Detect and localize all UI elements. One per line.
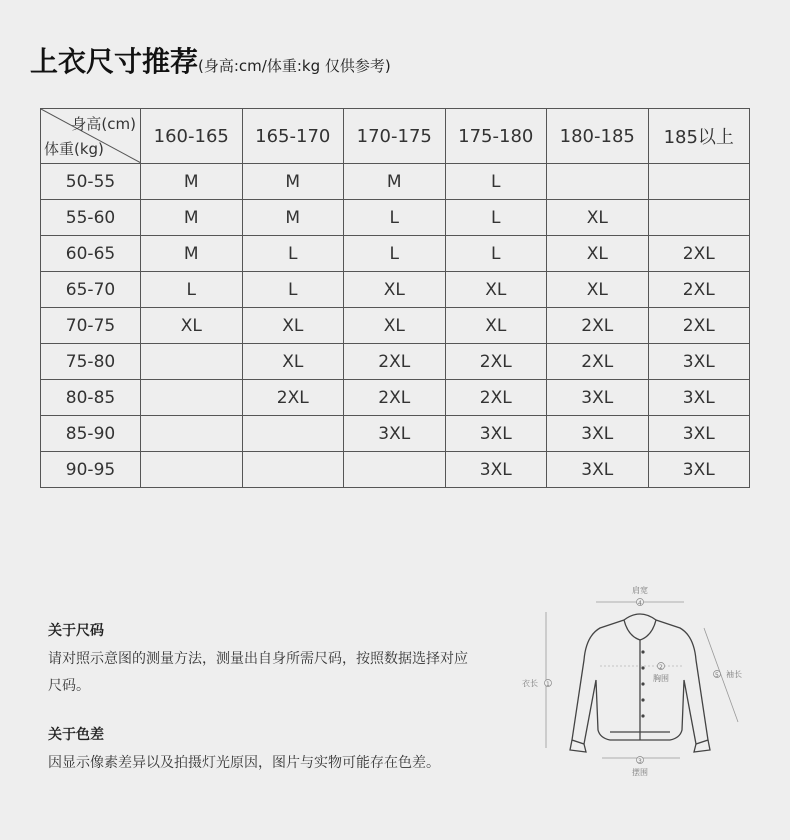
- size-cell: [648, 200, 750, 236]
- size-note: [48, 620, 468, 700]
- size-cell: M: [242, 164, 344, 200]
- size-cell: [547, 164, 649, 200]
- height-header: 185以上: [648, 109, 750, 164]
- table-row: [41, 308, 750, 344]
- size-cell: XL: [547, 200, 649, 236]
- size-cell: XL: [445, 308, 547, 344]
- size-cell: [141, 452, 243, 488]
- size-cell: 3XL: [547, 452, 649, 488]
- size-table: [40, 108, 750, 488]
- table-row: [41, 272, 750, 308]
- size-cell: L: [242, 236, 344, 272]
- jacket-buttons: [641, 650, 644, 717]
- size-cell: XL: [445, 272, 547, 308]
- height-header: 180-185: [547, 109, 649, 164]
- size-cell: 2XL: [648, 272, 750, 308]
- size-cell: 2XL: [445, 344, 547, 380]
- size-cell: 2XL: [547, 308, 649, 344]
- size-cell: M: [141, 236, 243, 272]
- size-cell: XL: [547, 236, 649, 272]
- weight-cell: 70-75: [41, 308, 141, 344]
- size-cell: XL: [344, 272, 446, 308]
- size-note-text: 请对照示意图的测量方法，测量出自身所需尺码，按照数据选择对应尺码。: [48, 651, 468, 694]
- size-note-heading: 关于尺码: [48, 623, 104, 639]
- height-header: 170-175: [344, 109, 446, 164]
- sleeve-num: 5: [715, 672, 719, 679]
- color-note-text: 因显示像素差异以及拍摄灯光原因，图片与实物可能存在色差。: [48, 755, 440, 771]
- size-cell: 3XL: [648, 380, 750, 416]
- weight-cell: 90-95: [41, 452, 141, 488]
- weight-cell: 75-80: [41, 344, 141, 380]
- corner-weight-label: 体重(kg): [44, 140, 104, 158]
- size-cell: 3XL: [445, 452, 547, 488]
- table-row: [41, 380, 750, 416]
- color-note-heading: 关于色差: [48, 727, 104, 743]
- size-cell: L: [445, 164, 547, 200]
- weight-cell: 65-70: [41, 272, 141, 308]
- size-cell: L: [141, 272, 243, 308]
- size-cell: 3XL: [445, 416, 547, 452]
- size-cell: XL: [547, 272, 649, 308]
- page-title: [30, 40, 391, 80]
- size-cell: L: [344, 200, 446, 236]
- title-main: 上衣尺寸推荐: [30, 45, 199, 78]
- size-cell: L: [344, 236, 446, 272]
- size-cell: M: [344, 164, 446, 200]
- table-row: [41, 200, 750, 236]
- size-cell: L: [445, 236, 547, 272]
- table-row: [41, 452, 750, 488]
- height-header: 175-180: [445, 109, 547, 164]
- shoulder-label: 肩宽: [632, 586, 648, 595]
- length-label: 衣长: [522, 679, 538, 688]
- height-header: 160-165: [141, 109, 243, 164]
- weight-cell: 55-60: [41, 200, 141, 236]
- size-cell: XL: [344, 308, 446, 344]
- size-cell: 3XL: [648, 344, 750, 380]
- title-sub: (身高:cm/体重:kg 仅供参考): [198, 57, 391, 75]
- corner-height-label: 身高(cm): [71, 115, 136, 133]
- weight-cell: 50-55: [41, 164, 141, 200]
- chest-num: 2: [659, 664, 663, 671]
- size-cell: M: [141, 200, 243, 236]
- size-cell: 3XL: [547, 416, 649, 452]
- size-cell: 3XL: [648, 416, 750, 452]
- size-cell: [344, 452, 446, 488]
- size-cell: 2XL: [242, 380, 344, 416]
- size-cell: 2XL: [344, 344, 446, 380]
- size-cell: [242, 452, 344, 488]
- sleeve-label: 袖长: [726, 670, 742, 679]
- size-cell: 2XL: [445, 380, 547, 416]
- height-header: 165-170: [242, 109, 344, 164]
- size-cell: M: [242, 200, 344, 236]
- size-cell: [242, 416, 344, 452]
- size-cell: [141, 344, 243, 380]
- size-cell: [141, 380, 243, 416]
- table-row: [41, 416, 750, 452]
- size-cell: XL: [242, 308, 344, 344]
- chest-label: 胸围: [653, 674, 669, 683]
- size-cell: [648, 164, 750, 200]
- size-cell: L: [242, 272, 344, 308]
- size-cell: 2XL: [648, 308, 750, 344]
- size-cell: 3XL: [648, 452, 750, 488]
- table-row: [41, 344, 750, 380]
- color-note: [48, 724, 468, 777]
- table-row: [41, 164, 750, 200]
- weight-cell: 60-65: [41, 236, 141, 272]
- weight-cell: 85-90: [41, 416, 141, 452]
- size-cell: 3XL: [547, 380, 649, 416]
- size-cell: 2XL: [547, 344, 649, 380]
- length-num: 1: [546, 681, 550, 688]
- header-row: [41, 109, 750, 164]
- size-cell: L: [445, 200, 547, 236]
- jacket-measurement-diagram: [520, 580, 770, 780]
- table-row: [41, 236, 750, 272]
- size-cell: 2XL: [648, 236, 750, 272]
- size-cell: XL: [141, 308, 243, 344]
- size-cell: 3XL: [344, 416, 446, 452]
- shoulder-num: 4: [638, 600, 642, 607]
- size-cell: 2XL: [344, 380, 446, 416]
- size-cell: XL: [242, 344, 344, 380]
- weight-cell: 80-85: [41, 380, 141, 416]
- corner-cell: [41, 109, 141, 164]
- hem-num: 3: [638, 758, 642, 765]
- hem-label: 摆围: [632, 768, 648, 777]
- jacket-outline: [570, 614, 710, 752]
- size-cell: M: [141, 164, 243, 200]
- size-cell: [141, 416, 243, 452]
